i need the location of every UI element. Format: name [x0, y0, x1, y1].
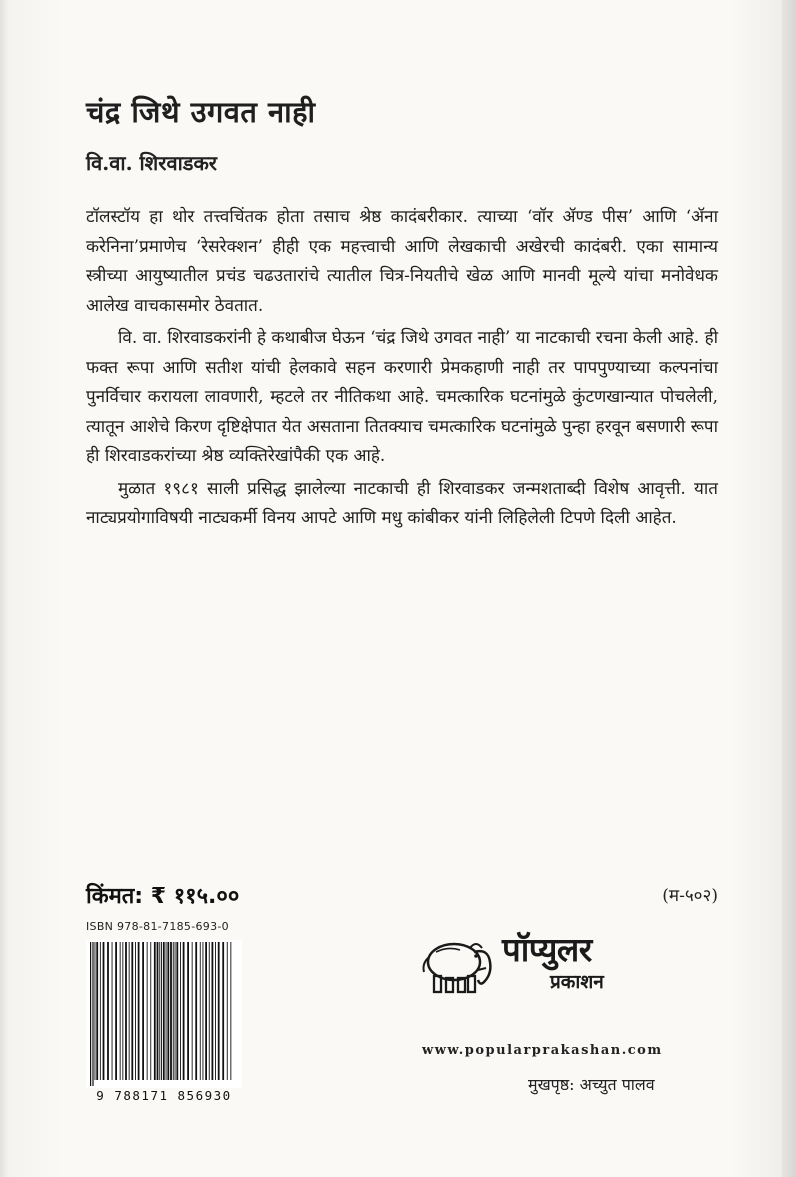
barcode-bar [173, 942, 174, 1080]
barcode-bar [115, 942, 117, 1080]
barcode-bar [215, 942, 216, 1080]
barcode-bar [166, 942, 167, 1080]
barcode-bar [147, 942, 148, 1080]
price-value: ₹ ११५.०० [150, 884, 240, 909]
barcode-bar [176, 942, 178, 1080]
barcode-bar [167, 942, 169, 1080]
cover-credit: मुखपृष्ठ: अच्युत पालव [528, 1075, 655, 1094]
barcode-bar [107, 942, 109, 1080]
barcode-bar [200, 942, 201, 1080]
price-row [86, 880, 718, 914]
publisher-name: पॉप्युलर [502, 930, 592, 969]
barcode-bar [92, 942, 93, 1086]
barcode-bar [230, 942, 231, 1080]
barcode-bar [175, 942, 176, 1080]
barcode-bar [159, 942, 160, 1080]
barcode-bar [129, 942, 130, 1080]
elephant-icon [414, 918, 500, 1004]
publisher-sub: प्रकाशन [550, 971, 604, 993]
barcode-bar [138, 942, 140, 1080]
left-edge [0, 0, 8, 1177]
barcode-bar [203, 942, 204, 1080]
barcode-bar [163, 942, 165, 1080]
barcode-bar [157, 942, 159, 1080]
barcode-bar [90, 942, 91, 1086]
barcode-bar [222, 942, 224, 1080]
barcode-digits: 9 788171 856930 [96, 1088, 232, 1103]
barcode-bar [150, 942, 151, 1080]
barcode-bar [125, 942, 127, 1080]
book-author: वि.वा. शिरवाडकर [86, 151, 217, 175]
barcode-bar [227, 942, 228, 1080]
publisher-logo-block [414, 918, 718, 1008]
blurb-paragraph-2: वि. वा. शिरवाडकरांनी हे कथाबीज घेऊन ‘चंद्र जिथे उगवत नाही’ या नाटकाची रचना केली आहे. ही फक्त रूपा आणि सतीश यांची हेलकावे सहन करणारी प्रेमकहाणी नाही तर पापपुण्याच्या कल्पनांचा पुनर्विचार करायला लावणारी, म्हटले तर नीतिकथा आहे. चमत्कारिक घटनांमुळे कुंटणखान्यात पोचलेली, त्यातून आशेचे किरण दृष्टिक्षेपात येत असताना तितक्याच चमत्कारिक घटनांमुळे पुन्हा हरवून बसणारी रूपा ही शिरवाडकरांच्या श्रेष्ठ व्यक्तिरेखांपैकी एक आहे. [86, 328, 718, 466]
blurb-paragraph-1: टॉलस्टॉय हा थोर तत्त्वचिंतक होता तसाच श्रेष्ठ कादंबरीकार. त्याच्या ‘वॉर ॲण्ड पीस’ आणि ‘ॲना करेनिना’प्रमाणेच ‘रेसरेक्शन’ हीही एक महत्त्वाची आणि लेखकाची अखेरची कादंबरी. एका सामान्य स्त्रीच्या आयुष्यातील प्रचंड चढउतारांचे त्यातील चित्र-नियतीचे खेळ आणि मानवी मूल्ये यांचा मनोवेधक आलेख वाचकासमोर ठेवतात. [86, 207, 718, 316]
barcode-bar [170, 942, 172, 1080]
barcode-bar [192, 942, 193, 1080]
barcode-bar [96, 942, 98, 1080]
barcode-bar [161, 942, 162, 1080]
barcode-bar [100, 942, 101, 1080]
barcode [86, 940, 242, 1088]
book-title: चंद्र जिथे उगवत नाही [86, 95, 316, 129]
barcode-bar [120, 942, 121, 1080]
barcode-bar [103, 942, 105, 1080]
barcode-bar [205, 942, 207, 1080]
price [86, 880, 239, 910]
barcode-bar [131, 942, 133, 1080]
catalog-code: (म-५०२) [662, 886, 718, 906]
barcode-icon [86, 940, 242, 1088]
barcode-bar [142, 942, 144, 1080]
barcode-bar [209, 942, 210, 1080]
barcode-bar [135, 942, 136, 1080]
isbn-label: ISBN 978-81-7185-693-0 [86, 920, 229, 933]
price-label: किंमत: [86, 884, 144, 909]
barcode-bar [218, 942, 220, 1080]
barcode-bar [112, 942, 113, 1080]
barcode-bar [154, 942, 156, 1080]
barcode-bar [195, 942, 197, 1080]
barcode-bar [180, 942, 181, 1080]
barcode-bar [212, 942, 214, 1080]
publisher-website[interactable]: www.popularprakashan.com [422, 1043, 663, 1058]
blurb [86, 203, 718, 537]
barcode-bar [183, 942, 185, 1080]
barcode-bar [122, 942, 123, 1080]
barcode-bar [95, 942, 96, 1080]
barcode-bar [187, 942, 189, 1080]
blurb-paragraph-3: मुळात १९८१ साली प्रसिद्ध झालेल्या नाटकाची ही शिरवाडकर जन्मशताब्दी विशेष आवृत्ती. यात नाट्यप्रयोगाविषयी नाट्यकर्मी विनय आपटे आणि मधु कांबीकर यांनी लिहिलेली टिपणे दिली आहेत. [86, 478, 718, 528]
spine-edge [782, 0, 796, 1177]
